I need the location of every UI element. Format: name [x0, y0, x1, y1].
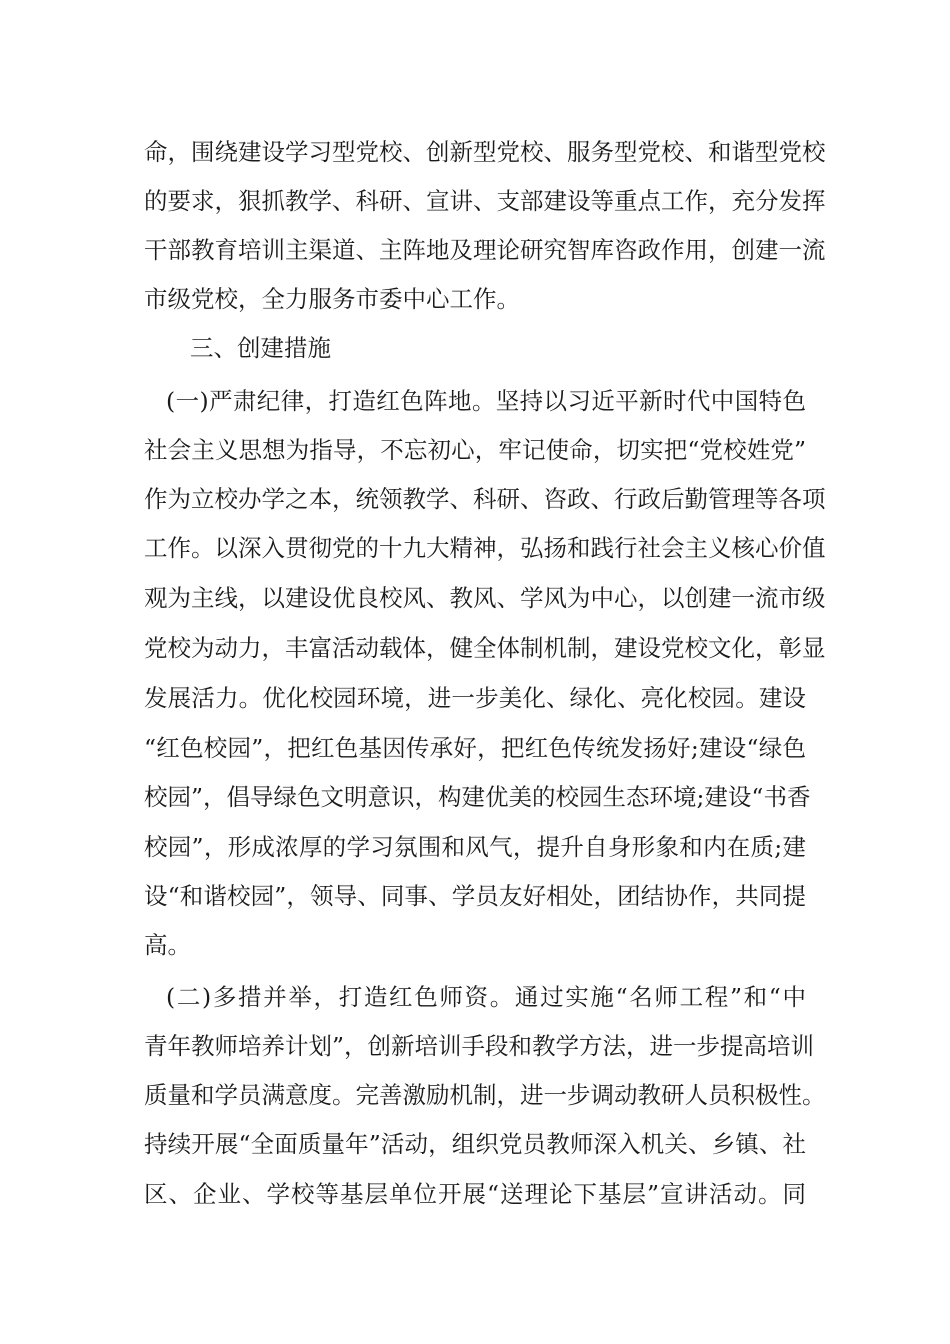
- paragraph-line: “红色校园”，把红色基因传承好，把红色传统发扬好;建设“绿色: [144, 734, 806, 762]
- paragraph-line: 工作。以深入贯彻党的十九大精神，弘扬和践行社会主义核心价值: [144, 534, 826, 562]
- paragraph-line: 校园”，倡导绿色文明意识，构建优美的校园生态环境;建设“书香: [144, 783, 811, 811]
- paragraph-line: 市级党校，全力服务市委中心工作。: [144, 285, 520, 313]
- paragraph-line: 质量和学员满意度。完善激励机制，进一步调动教研人员积极性。: [144, 1081, 826, 1109]
- paragraph-line: 干部教育培训主渠道、主阵地及理论研究智库咨政作用，创建一流: [144, 236, 826, 264]
- paragraph-line: 党校为动力，丰富活动载体，健全体制机制，建设党校文化，彰显: [144, 634, 826, 662]
- paragraph-line: 持续开展“全面质量年”活动，组织党员教师深入机关、乡镇、社: [144, 1130, 806, 1158]
- paragraph-line: 的要求，狠抓教学、科研、宣讲、支部建设等重点工作，充分发挥: [144, 187, 826, 215]
- paragraph-line: 发展活力。优化校园环境，进一步美化、绿化、亮化校园。建设: [144, 684, 806, 712]
- paragraph-line: 校园”，形成浓厚的学习氛围和风气，提升自身形象和内在质;建: [144, 833, 806, 861]
- paragraph-line: 区、企业、学校等基层单位开展“送理论下基层”宣讲活动。同: [144, 1180, 806, 1208]
- paragraph-line: 青年教师培养计划”，创新培训手段和教学方法，进一步提高培训: [144, 1032, 815, 1060]
- paragraph-line: 社会主义思想为指导，不忘初心，牢记使命，切实把“党校姓党”: [144, 436, 806, 464]
- paragraph-line: (二)多措并举，打造红色师资。通过实施“名师工程”和“中: [166, 983, 806, 1011]
- paragraph-line: 观为主线，以建设优良校风、教风、学风为中心，以创建一流市级: [144, 584, 826, 612]
- paragraph-line: 高。: [144, 931, 191, 959]
- paragraph-line: 作为立校办学之本，统领教学、科研、咨政、行政后勤管理等各项: [144, 485, 826, 513]
- paragraph-line: 命，围绕建设学习型党校、创新型党校、服务型党校、和谐型党校: [144, 138, 826, 166]
- paragraph-line: 设“和谐校园”，领导、同事、学员友好相处，团结协作，共同提: [144, 882, 806, 910]
- section-heading: 三、创建措施: [190, 334, 331, 362]
- paragraph-line: (一)严肃纪律，打造红色阵地。坚持以习近平新时代中国特色: [166, 387, 806, 415]
